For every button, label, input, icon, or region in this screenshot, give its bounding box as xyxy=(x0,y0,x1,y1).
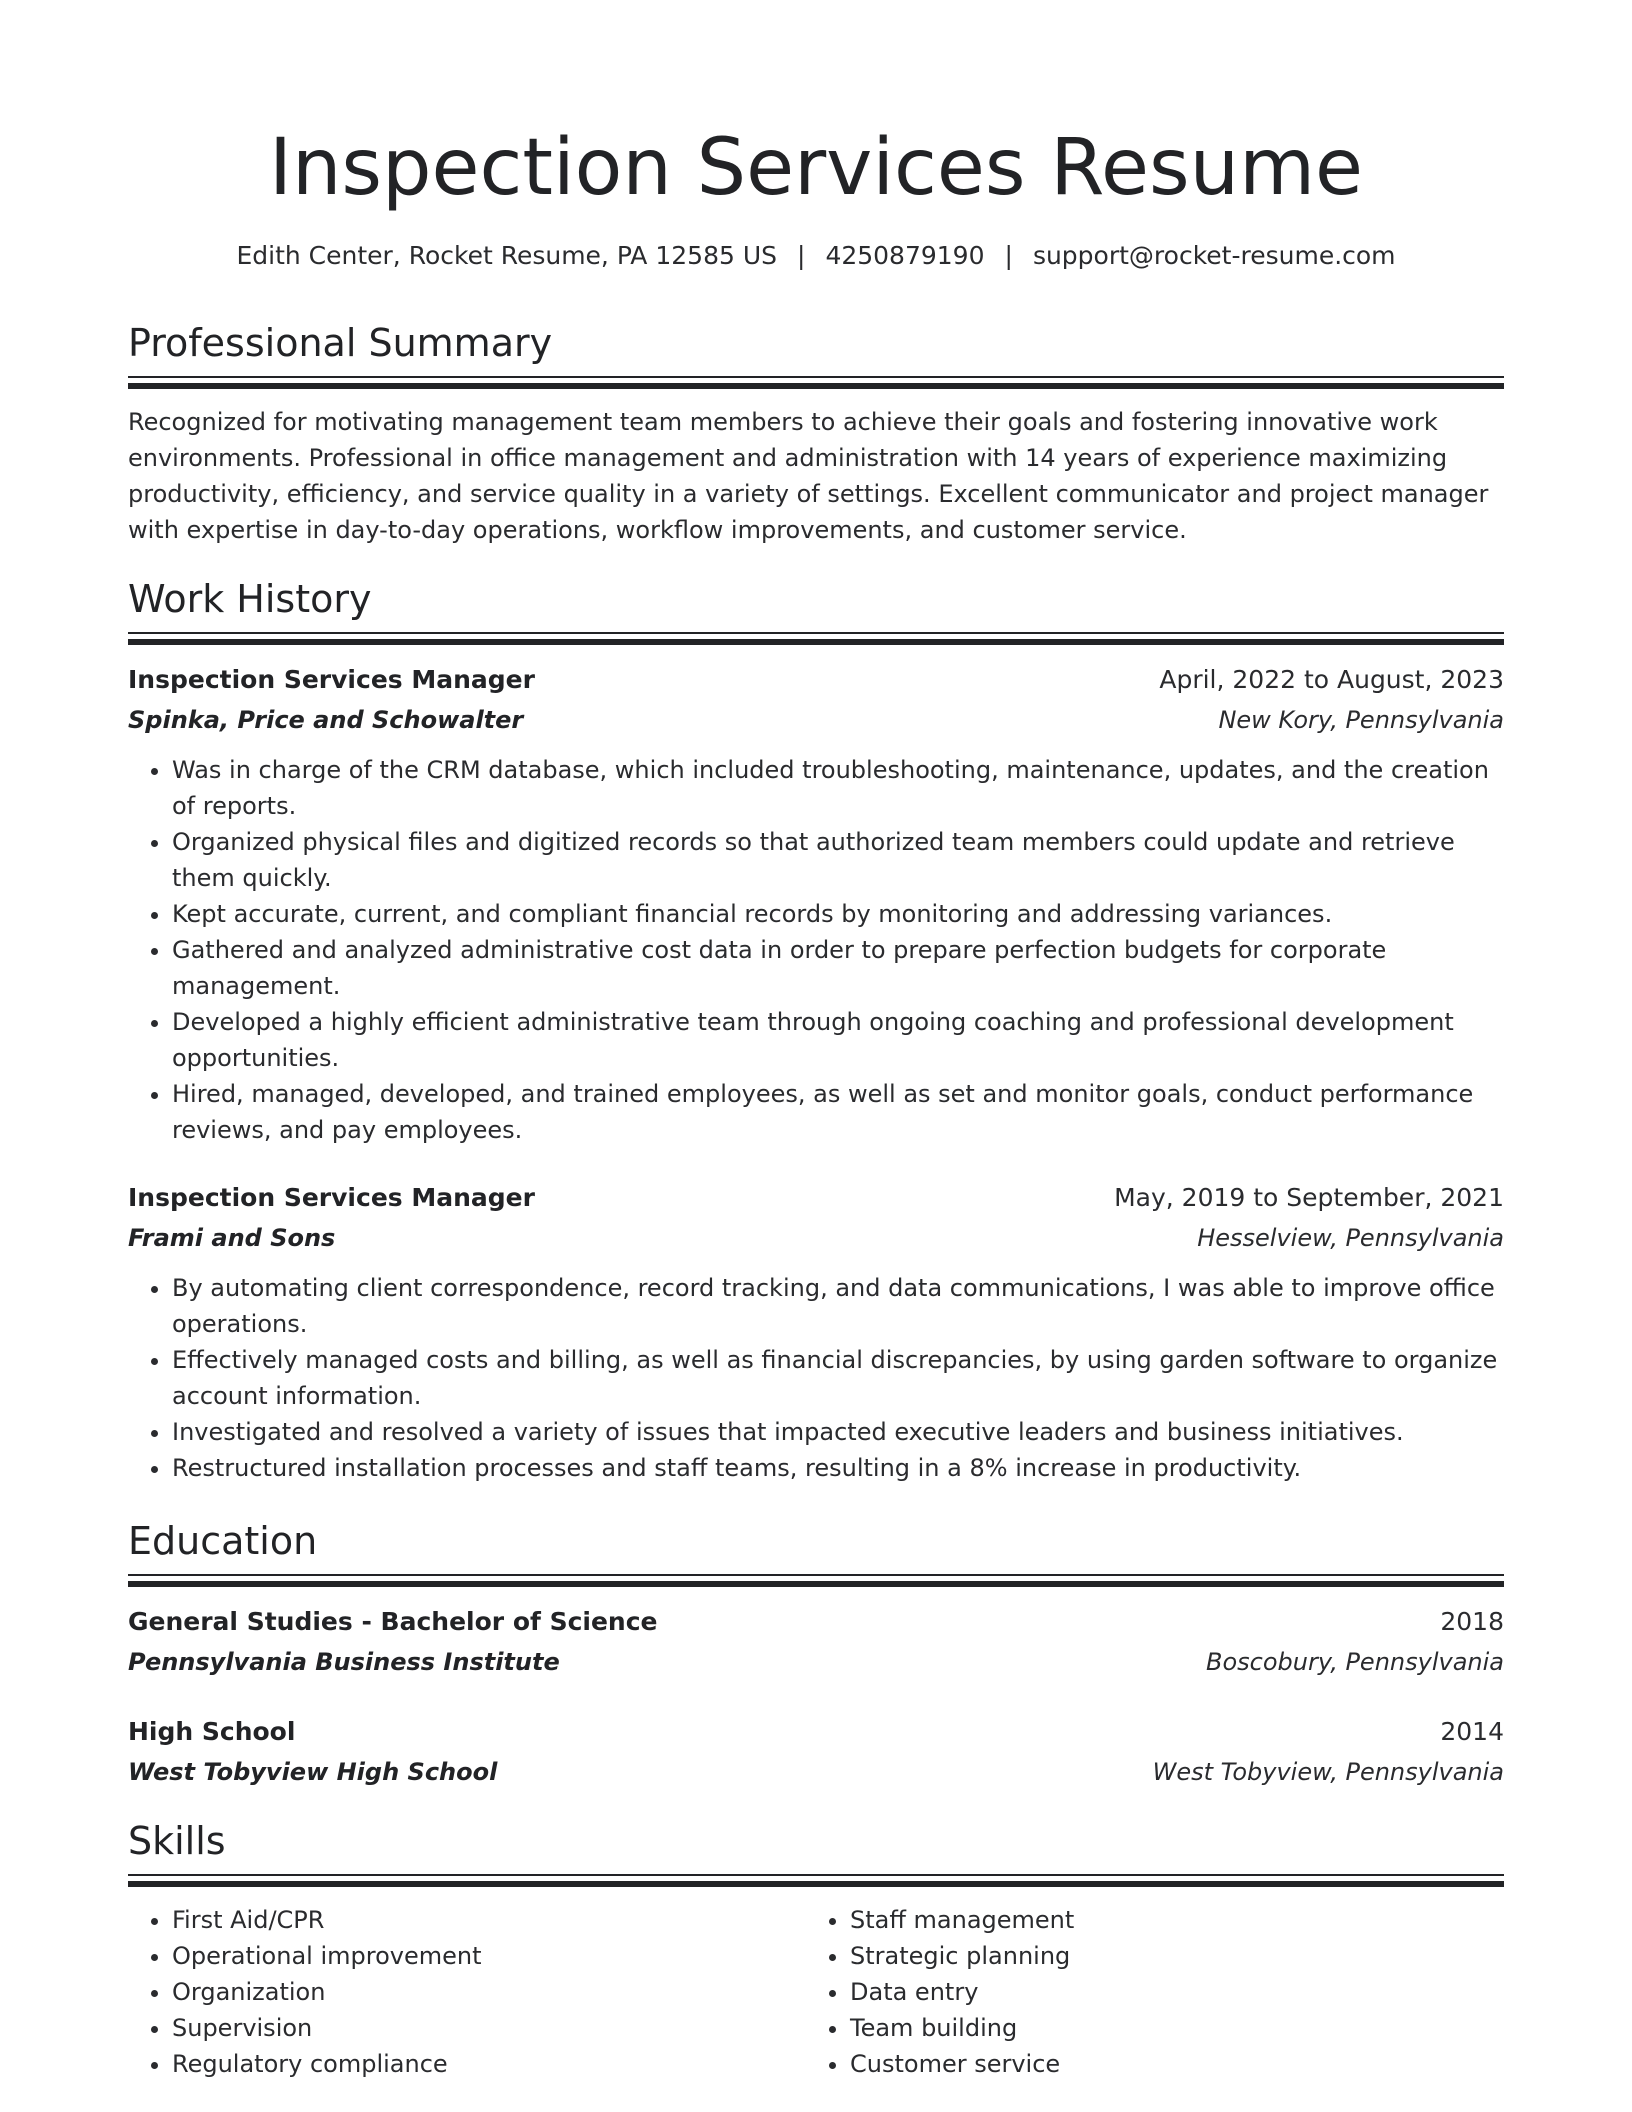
job-bullet: • Was in charge of the CRM database, which included troubleshooting, maintenance, updates, and the creation of reports. xyxy=(172,752,1504,824)
section-heading-skills: Skills xyxy=(128,1819,226,1863)
job-location: Hesselview, Pennsylvania xyxy=(1197,1224,1504,1252)
education-subheader xyxy=(128,1752,1504,1792)
education-entry xyxy=(128,1602,1504,1682)
job-bullet: • Developed a highly efficient administrative team through ongoing coaching and professional development opportunities. xyxy=(172,1004,1504,1076)
skills-column-right xyxy=(806,1902,1484,2082)
job-dates: May, 2019 to September, 2021 xyxy=(1114,1183,1504,1212)
job-header xyxy=(128,1178,1504,1218)
resume-title: Inspection Services Resume xyxy=(268,123,1364,213)
job-bullet: • Organized physical files and digitized records so that authorized team members could update and retrieve them quickly. xyxy=(172,824,1504,896)
skill-item: • First Aid/CPR xyxy=(172,1902,806,1938)
skill-item: • Regulatory compliance xyxy=(172,2046,806,2082)
section-divider xyxy=(128,1874,1504,1888)
education-header xyxy=(128,1712,1504,1752)
job-bullet: • Hired, managed, developed, and trained employees, as well as set and monitor goals, conduct performance reviews, and pay employees. xyxy=(172,1076,1504,1148)
job-bullet: • Effectively managed costs and billing, as well as financial discrepancies, by using garden software to organize account information. xyxy=(172,1342,1504,1414)
job-location: New Kory, Pennsylvania xyxy=(1218,706,1504,734)
summary-section xyxy=(128,318,1504,548)
skill-item: • Operational improvement xyxy=(172,1938,806,1974)
skills-grid xyxy=(128,1902,1504,2082)
education-subheader xyxy=(128,1642,1504,1682)
job-header xyxy=(128,660,1504,700)
contact-phone: 4250879190 xyxy=(825,241,985,270)
job-subheader xyxy=(128,700,1504,740)
job-bullets xyxy=(128,752,1504,1148)
summary-text: Recognized for motivating management team members to achieve their goals and fostering innovative work environments. Professional in office management and administration with 14 years of experience maximizing productivity, efficiency, and service quality in a variety of settings. Excellent communicator and project manager with expertise in day-to-day operations, workflow improvements, and customer service. xyxy=(128,408,1489,544)
section-divider xyxy=(128,1574,1504,1588)
skill-item: • Data entry xyxy=(850,1974,1484,2010)
contact-separator: | xyxy=(797,241,806,270)
skill-item: • Organization xyxy=(172,1974,806,2010)
education-header xyxy=(128,1602,1504,1642)
contact-address: Edith Center, Rocket Resume, PA 12585 US xyxy=(236,241,777,270)
job-bullet: • By automating client correspondence, record tracking, and data communications, I was able to improve office operations. xyxy=(172,1270,1504,1342)
section-heading-summary: Professional Summary xyxy=(128,321,553,365)
skill-item: • Staff management xyxy=(850,1902,1484,1938)
job-bullet: • Restructured installation processes and staff teams, resulting in a 8% increase in productivity. xyxy=(172,1450,1504,1486)
education-year: 2018 xyxy=(1440,1607,1504,1636)
section-heading-work-history: Work History xyxy=(128,577,372,621)
job-company: Spinka, Price and Schowalter xyxy=(128,706,524,734)
job-bullet: • Investigated and resolved a variety of issues that impacted executive leaders and business initiatives. xyxy=(172,1414,1504,1450)
section-heading-education: Education xyxy=(128,1519,318,1563)
education-degree: General Studies - Bachelor of Science xyxy=(128,1607,658,1636)
education-year: 2014 xyxy=(1440,1717,1504,1746)
skill-item: • Team building xyxy=(850,2010,1484,2046)
skill-item: • Customer service xyxy=(850,2046,1484,2082)
job-dates: April, 2022 to August, 2023 xyxy=(1159,665,1504,694)
job-title: Inspection Services Manager xyxy=(128,665,535,694)
education-school: Pennsylvania Business Institute xyxy=(128,1648,560,1676)
job-entry xyxy=(128,1178,1504,1486)
education-school: West Tobyview High School xyxy=(128,1758,498,1786)
skills-column-left xyxy=(128,1902,806,2082)
education-section xyxy=(128,1516,1504,1792)
contact-email: support@rocket-resume.com xyxy=(1032,241,1396,270)
job-subheader xyxy=(128,1218,1504,1258)
skills-section xyxy=(128,1816,1504,2082)
education-location: Boscobury, Pennsylvania xyxy=(1206,1648,1504,1676)
education-degree: High School xyxy=(128,1717,296,1746)
job-bullets xyxy=(128,1270,1504,1486)
education-entry xyxy=(128,1712,1504,1792)
skill-item: • Strategic planning xyxy=(850,1938,1484,1974)
job-company: Frami and Sons xyxy=(128,1224,336,1252)
contact-line xyxy=(128,236,1504,276)
job-entry xyxy=(128,660,1504,1148)
section-divider xyxy=(128,376,1504,390)
education-location: West Tobyview, Pennsylvania xyxy=(1152,1758,1504,1786)
skill-item: • Supervision xyxy=(172,2010,806,2046)
contact-separator: | xyxy=(1004,241,1013,270)
job-bullet: • Kept accurate, current, and compliant financial records by monitoring and addressing variances. xyxy=(172,896,1504,932)
job-bullet: • Gathered and analyzed administrative cost data in order to prepare perfection budgets for corporate management. xyxy=(172,932,1504,1004)
job-title: Inspection Services Manager xyxy=(128,1183,535,1212)
section-divider xyxy=(128,632,1504,646)
work-history-section xyxy=(128,574,1504,1486)
